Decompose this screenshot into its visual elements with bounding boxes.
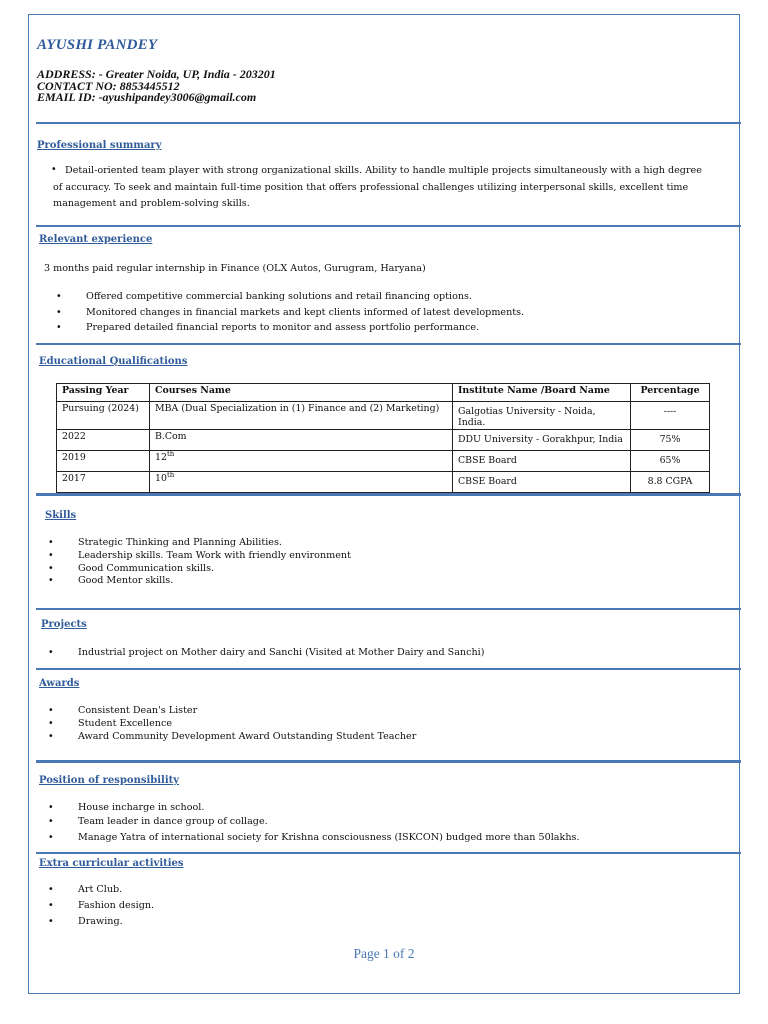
address-line: ADDRESS: - Greater Noida, UP, India - 203201 [37,67,276,81]
cell-year: 2022 [57,430,150,451]
section-divider [36,122,741,124]
column-header-year: Passing Year [57,384,150,402]
cell-course: 10th [150,472,453,493]
projects-list [48,646,484,659]
list-item: • Strategic Thinking and Planning Abilities. [48,537,351,550]
summary-line: • Detail-oriented team player with strong organizational skills. Ability to handle multiple projects simultaneously with a high degree [53,163,733,180]
awards-heading: Awards [39,678,80,689]
section-divider [36,608,741,610]
contact-number-line: CONTACT NO: 8853445512 [37,78,180,93]
bullet-icon: • [51,164,57,175]
list-item: • Industrial project on Mother dairy and Sanchi (Visited at Mother Dairy and Sanchi) [48,646,484,659]
table-row [57,430,710,451]
table-row [57,402,710,430]
list-item: • Prepared detailed financial reports to monitor and assess portfolio performance. [56,320,524,336]
cell-year: 2019 [57,451,150,472]
cell-institute: CBSE Board [453,472,631,493]
awards-list [48,704,416,743]
list-item: • Monitored changes in financial markets and kept clients informed of latest developments. [56,305,524,321]
cell-year: Pursuing (2024) [57,402,150,430]
experience-intro: 3 months paid regular internship in Finance (OLX Autos, Gurugram, Haryana) [44,263,426,274]
cell-percentage: 8.8 CGPA [631,472,710,493]
projects-heading: Projects [41,619,87,630]
skills-heading: Skills [45,510,77,521]
cell-course: 12th [150,451,453,472]
section-divider [36,493,741,496]
cell-percentage: 65% [631,451,710,472]
column-header-institute: Institute Name /Board Name [453,384,631,402]
column-header-percentage: Percentage [631,384,710,402]
cell-institute: Galgotias University - Noida, India. [453,402,631,430]
list-item: • House incharge in school. [48,801,580,815]
responsibility-list [48,801,580,845]
section-divider [36,343,741,345]
responsibility-heading: Position of responsibility [39,775,180,786]
extra-curricular-list [48,882,154,930]
list-item: • Leadership skills. Team Work with friendly environment [48,550,351,563]
list-item: • Art Club. [48,882,154,898]
cell-course: MBA (Dual Specialization in (1) Finance and (2) Marketing) [150,402,453,430]
cell-institute: DDU University - Gorakhpur, India [453,430,631,451]
section-divider [36,668,741,670]
experience-list [56,289,524,336]
list-item: • Good Mentor skills. [48,575,351,588]
list-item: • Student Excellence [48,717,416,730]
table-row [57,472,710,493]
contact-block [37,69,276,104]
list-item: • Fashion design. [48,898,154,914]
cell-year: 2017 [57,472,150,493]
list-item: • Manage Yatra of international society for Krishna consciousness (ISKCON) budged more than 50lakhs. [48,831,580,845]
list-item: • Award Community Development Award Outstanding Student Teacher [48,730,416,743]
extra-curricular-heading: Extra curricular activities [39,858,184,869]
section-divider [36,760,741,763]
list-item: • Consistent Dean's Lister [48,704,416,717]
summary-line: management and problem-solving skills. [53,198,250,209]
cell-course: B.Com [150,430,453,451]
list-item: • Drawing. [48,914,154,930]
professional-summary-text [53,163,733,213]
experience-heading: Relevant experience [39,234,153,245]
summary-line: of accuracy. To seek and maintain full-time position that offers professional challenges utilizing interpersonal skills, excellent time [53,181,689,193]
cell-institute: CBSE Board [453,451,631,472]
email-line: EMAIL ID: -ayushipandey3006@gmail.com [37,90,257,104]
list-item: • Good Communication skills. [48,563,351,576]
page-border [28,14,740,994]
skills-list [48,537,351,588]
section-divider [36,852,741,854]
section-divider [36,225,741,227]
education-table [56,383,710,493]
table-row [57,451,710,472]
cell-percentage: ---- [631,402,710,430]
list-item: • Offered competitive commercial banking solutions and retail financing options. [56,289,524,305]
page-number: Page 1 of 2 [353,946,415,961]
candidate-name: AYUSHI PANDEY [37,37,158,53]
list-item: • Team leader in dance group of collage. [48,815,580,829]
column-header-course: Courses Name [150,384,453,402]
cell-percentage: 75% [631,430,710,451]
professional-summary-heading: Professional summary [37,140,162,151]
table-header-row [57,384,710,402]
education-heading: Educational Qualifications [39,356,188,367]
